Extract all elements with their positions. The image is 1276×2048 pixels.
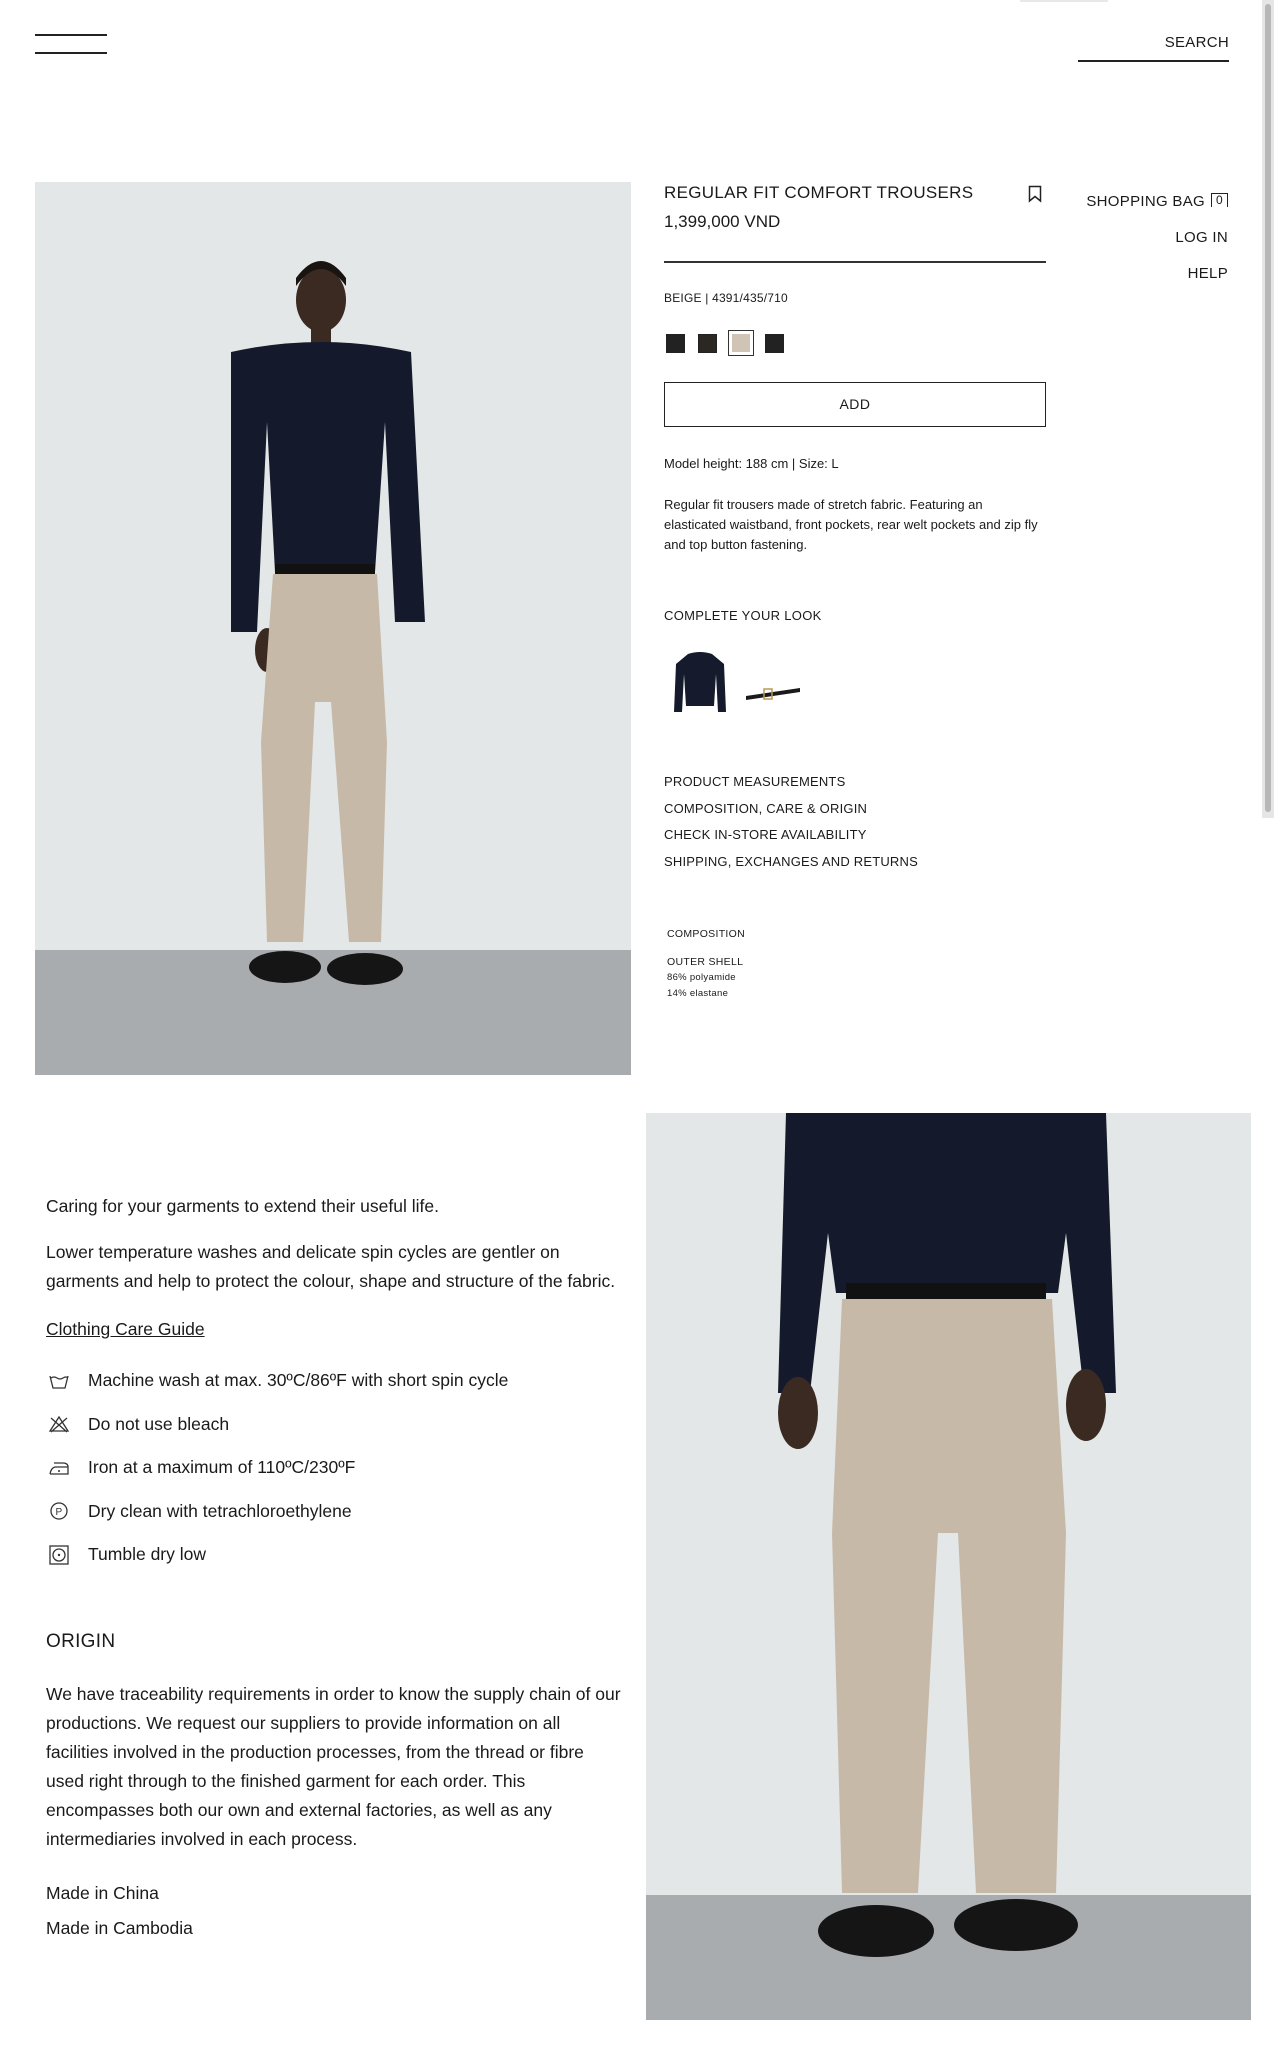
- shopping-bag-link[interactable]: [1086, 184, 1228, 220]
- link-composition-care-origin[interactable]: COMPOSITION, CARE & ORIGIN: [664, 800, 868, 816]
- care-text: Do not use bleach: [88, 1413, 230, 1434]
- composition-heading: COMPOSITION: [667, 928, 745, 940]
- link-shipping-returns[interactable]: SHIPPING, EXCHANGES AND RETURNS: [664, 853, 918, 869]
- shopping-bag-label: SHOPPING BAG: [1086, 193, 1206, 210]
- product-image-main[interactable]: [35, 182, 631, 1075]
- bag-count-badge: 0: [1211, 193, 1228, 207]
- care-instructions: [46, 1359, 621, 1577]
- product-price: 1,399,000 VND: [664, 212, 781, 231]
- origin-heading: ORIGIN: [46, 1630, 116, 1652]
- link-check-in-store[interactable]: CHECK IN-STORE AVAILABILITY: [664, 827, 867, 842]
- search-input[interactable]: SEARCH: [1078, 28, 1229, 62]
- care-text: Dry clean with tetrachloroethylene: [88, 1500, 352, 1521]
- care-intro: Caring for your garments to extend their useful life.: [46, 1196, 439, 1216]
- care-text: Machine wash at max. 30ºC/86ºF with short spin cycle: [88, 1370, 509, 1391]
- belt-thumbnail[interactable]: [744, 680, 804, 704]
- made-in-cambodia: Made in Cambodia: [46, 1917, 193, 1938]
- color-reference: BEIGE | 4391/435/710: [664, 291, 788, 305]
- clothing-care-guide-link[interactable]: Clothing Care Guide: [46, 1319, 205, 1339]
- care-detail: Lower temperature washes and delicate spin cycles are gentler on garments and help to protect the colour, shape and structure of the fabric.: [46, 1242, 616, 1291]
- care-item: [46, 1403, 621, 1447]
- help-link[interactable]: HELP: [1187, 265, 1228, 282]
- side-nav: [1086, 184, 1228, 292]
- divider: [664, 261, 1046, 263]
- login-link[interactable]: LOG IN: [1175, 229, 1228, 246]
- product-image-detail[interactable]: [646, 1113, 1251, 2020]
- color-swatch-beige-selected[interactable]: [728, 330, 754, 356]
- scrollbar-thumb[interactable]: [1265, 4, 1271, 812]
- navy-sweater-thumbnail[interactable]: [670, 648, 730, 718]
- care-text: Iron at a maximum of 110ºC/230ºF: [88, 1457, 356, 1478]
- care-item: [46, 1446, 621, 1490]
- top-edge-line: [1020, 0, 1108, 2]
- product-info-links: [664, 769, 918, 875]
- material-polyamide: 86% polyamide: [667, 972, 736, 983]
- origin-text: We have traceability requirements in order to know the supply chain of our productions. We request our suppliers to provide information on all facilities involved in the production processes, from the thread or fibre used right through to the finished garment for each order. This encompasses both our own and external factories, as well as any intermediaries involved in each process.: [46, 1683, 621, 1849]
- no-bleach-icon: [48, 1413, 70, 1435]
- care-text: Tumble dry low: [88, 1544, 206, 1565]
- model-figure: [35, 182, 631, 1075]
- product-title: REGULAR FIT COMFORT TROUSERS: [664, 183, 974, 202]
- composition-block: [667, 926, 745, 1002]
- material-elastane: 14% elastane: [667, 988, 729, 999]
- care-section: [46, 1192, 621, 1946]
- add-to-bag-button[interactable]: ADD: [664, 382, 1046, 427]
- care-item: [46, 1359, 621, 1403]
- bookmark-icon[interactable]: [1028, 185, 1042, 203]
- link-product-measurements[interactable]: PRODUCT MEASUREMENTS: [664, 774, 846, 789]
- composition-part: OUTER SHELL: [667, 956, 744, 968]
- complete-look-title: COMPLETE YOUR LOOK: [664, 608, 822, 623]
- color-swatch-charcoal[interactable]: [765, 334, 784, 353]
- color-swatch-dark-brown[interactable]: [698, 334, 717, 353]
- color-swatch-black[interactable]: [666, 334, 685, 353]
- hamburger-menu-icon[interactable]: [35, 34, 107, 56]
- model-figure-closeup: [646, 1113, 1251, 2020]
- color-swatches: [666, 330, 784, 356]
- tumble-dry-low-icon: [48, 1544, 70, 1566]
- model-info: Model height: 188 cm | Size: L: [664, 456, 839, 471]
- made-in-china: Made in China: [46, 1882, 159, 1903]
- dry-clean-p-icon: [48, 1500, 70, 1522]
- made-in-list: [46, 1876, 621, 1946]
- iron-icon: [48, 1457, 70, 1479]
- wash-tub-icon: [48, 1370, 70, 1392]
- care-item: [46, 1490, 621, 1534]
- svg-text:P: P: [55, 1507, 63, 1519]
- product-description: Regular fit trousers made of stretch fabric. Featuring an elasticated waistband, front pockets, rear welt pockets and zip fly and top button fastening.: [664, 497, 1038, 552]
- care-item: [46, 1533, 621, 1577]
